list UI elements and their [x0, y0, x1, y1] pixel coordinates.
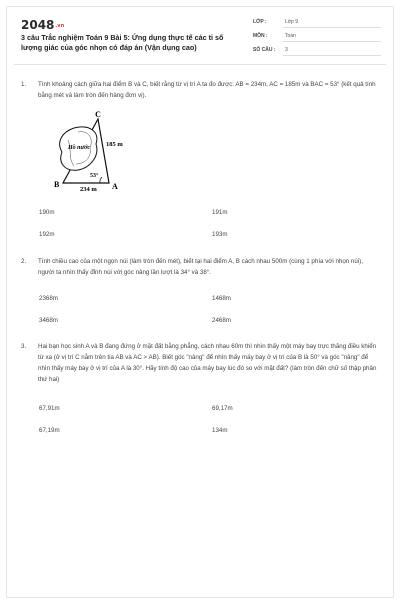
- lake-label: Hồ nước: [68, 145, 90, 151]
- question-3-text: Hai bạn học sinh A và B đang đứng ở mặt đất bằng phẳng, cách nhau 60m thì nhìn thấy một máy bay trực thăng điều khiển từ xa (ở vị trí C nằm trên tia AB và AC > AB). Biết góc "nâng" để nhìn thấy máy bay ở vị trí của B là 50° và góc "nâng" để nhìn thấy máy bay ở vị trí của A là 30°. Hãy tính độ cao của máy bay lúc đó so với mặt đất? (làm tròn đến chữ số thập phân thứ hai): [38, 343, 377, 383]
- meta-class-value: Lớp 9: [285, 19, 299, 25]
- question-1-text: Tính khoảng cách giữa hai điểm B và C, biết rằng từ vị trí A ta đo được: AB = 234m, AC = 185m và BAC = 53° (kết quả tính bằng mét và làm tròn đến hàng đơn vị).: [38, 81, 376, 99]
- q1-option-1[interactable]: 190m: [39, 209, 55, 216]
- label-b: B: [54, 180, 60, 189]
- meta-subject-key: MÔN :: [253, 33, 268, 39]
- q2-option-3[interactable]: 3468m: [39, 317, 58, 324]
- header-divider: [14, 64, 386, 65]
- meta-count-value: 3: [285, 47, 288, 53]
- angle-label: 53°: [90, 173, 99, 179]
- q2-option-4[interactable]: 2468m: [212, 317, 231, 324]
- meta-class-key: LỚP :: [253, 19, 267, 25]
- site-logo[interactable]: 2048.vn: [21, 18, 65, 32]
- q1-option-2[interactable]: 191m: [212, 209, 228, 216]
- meta-subject-value: Toán: [285, 33, 296, 39]
- q1-option-3[interactable]: 192m: [39, 231, 55, 238]
- q3-option-3[interactable]: 67,19m: [39, 427, 60, 434]
- q2-option-1[interactable]: 2368m: [39, 295, 58, 302]
- label-c: C: [95, 110, 101, 119]
- question-3-number: 3.: [21, 343, 27, 350]
- question-1-number: 1.: [21, 81, 27, 88]
- question-2-number: 2.: [21, 258, 27, 265]
- side-ac-label: 185 m: [106, 141, 123, 148]
- q3-option-4[interactable]: 134m: [212, 427, 228, 434]
- page-title: 3 câu Trắc nghiệm Toán 9 Bài 5: Ứng dụng thực tế các tỉ số lượng giác của góc nhọn có đáp án (Vận dụng cao): [21, 33, 224, 52]
- q1-option-4[interactable]: 193m: [212, 231, 228, 238]
- question-2-text: Tính chiều cao của một ngọn núi (làm tròn đến mét), biết tại hai điểm A, B cách nhau 500m (cùng 1 phía với nhọn núi), người ta nhìn thấy đỉnh núi với góc nâng lần lượt là 34° và 38°.: [38, 258, 363, 276]
- side-ab-label: 234 m: [80, 186, 97, 193]
- q3-option-2[interactable]: 69,17m: [212, 405, 233, 412]
- meta-count-key: SỐ CÂU :: [253, 47, 276, 53]
- q3-option-1[interactable]: 67,91m: [39, 405, 60, 412]
- q2-option-2[interactable]: 1468m: [212, 295, 231, 302]
- triangle-figure: [40, 110, 160, 194]
- label-a: A: [112, 182, 118, 191]
